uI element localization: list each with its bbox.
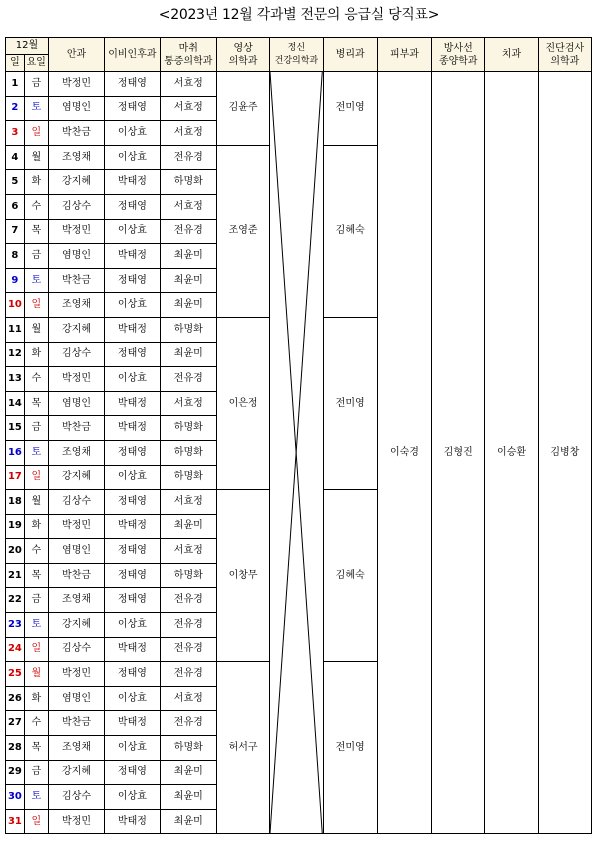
day-cell: 26 — [6, 686, 25, 711]
day-cell: 7 — [6, 219, 25, 244]
eye-doctor-cell: 박정민 — [48, 809, 104, 834]
dept-header-psychiatry: 정신 건강의학과 — [270, 38, 323, 72]
weekday-cell: 토 — [24, 785, 48, 810]
pathology-doctor-cell: 김혜숙 — [323, 490, 377, 662]
day-cell: 15 — [6, 416, 25, 441]
ent-doctor-cell: 이상효 — [105, 145, 160, 170]
eye-doctor-cell: 강지혜 — [48, 317, 104, 342]
lab-medicine-doctor-cell: 김병창 — [538, 72, 591, 834]
anesthesia-doctor-cell: 최윤미 — [160, 244, 216, 269]
eye-doctor-cell: 염명인 — [48, 96, 104, 121]
eye-doctor-cell: 염명인 — [48, 686, 104, 711]
day-cell: 4 — [6, 145, 25, 170]
anesthesia-doctor-cell: 하명화 — [160, 416, 216, 441]
day-cell: 19 — [6, 514, 25, 539]
radiation-oncology-doctor-cell: 김형진 — [432, 72, 485, 834]
anesthesia-doctor-cell: 전유경 — [160, 367, 216, 392]
radiology-doctor-cell: 이창무 — [216, 490, 269, 662]
day-cell: 23 — [6, 613, 25, 638]
dept-header-dermatology: 피부과 — [377, 38, 431, 72]
ent-doctor-cell: 이상효 — [105, 686, 160, 711]
dept-header-dental: 치과 — [485, 38, 538, 72]
ent-doctor-cell: 정태영 — [105, 588, 160, 613]
weekday-cell: 금 — [24, 244, 48, 269]
anesthesia-doctor-cell: 최윤미 — [160, 785, 216, 810]
weekday-cell: 금 — [24, 588, 48, 613]
weekday-cell: 일 — [24, 637, 48, 662]
eye-doctor-cell: 염명인 — [48, 539, 104, 564]
weekday-cell: 월 — [24, 317, 48, 342]
ent-doctor-cell: 박태정 — [105, 244, 160, 269]
eye-doctor-cell: 박찬금 — [48, 711, 104, 736]
ent-doctor-cell: 박태정 — [105, 317, 160, 342]
schedule-body — [6, 72, 592, 834]
radiology-doctor-cell: 김윤주 — [216, 72, 269, 146]
eye-doctor-cell: 염명인 — [48, 391, 104, 416]
day-cell: 5 — [6, 170, 25, 195]
eye-doctor-cell: 염명인 — [48, 244, 104, 269]
weekday-cell: 토 — [24, 268, 48, 293]
anesthesia-doctor-cell: 하명화 — [160, 170, 216, 195]
radiology-doctor-cell: 허서구 — [216, 662, 269, 834]
eye-doctor-cell: 박찬금 — [48, 268, 104, 293]
month-header: 12월 — [6, 38, 49, 55]
ent-doctor-cell: 이상효 — [105, 785, 160, 810]
weekday-cell: 토 — [24, 440, 48, 465]
weekday-cell: 금 — [24, 760, 48, 785]
anesthesia-doctor-cell: 최윤미 — [160, 293, 216, 318]
day-cell: 9 — [6, 268, 25, 293]
dental-doctor-cell: 이승환 — [485, 72, 538, 834]
day-cell: 21 — [6, 563, 25, 588]
dept-header-radiation-oncology: 방사선 종양학과 — [432, 38, 485, 72]
day-cell: 29 — [6, 760, 25, 785]
eye-doctor-cell: 박찬금 — [48, 121, 104, 146]
eye-doctor-cell: 조영채 — [48, 440, 104, 465]
anesthesia-doctor-cell: 최윤미 — [160, 342, 216, 367]
anesthesia-doctor-cell: 전유경 — [160, 219, 216, 244]
pathology-doctor-cell: 전미영 — [323, 317, 377, 489]
ent-doctor-cell: 이상효 — [105, 219, 160, 244]
eye-doctor-cell: 박정민 — [48, 72, 104, 97]
weekday-cell: 금 — [24, 416, 48, 441]
weekday-cell: 토 — [24, 613, 48, 638]
day-cell: 17 — [6, 465, 25, 490]
day-cell: 1 — [6, 72, 25, 97]
weekday-cell: 일 — [24, 121, 48, 146]
ent-doctor-cell: 이상효 — [105, 736, 160, 761]
pathology-doctor-cell: 김혜숙 — [323, 145, 377, 317]
eye-doctor-cell: 박정민 — [48, 367, 104, 392]
anesthesia-doctor-cell: 서효정 — [160, 391, 216, 416]
day-cell: 28 — [6, 736, 25, 761]
dermatology-doctor-cell: 이숙경 — [377, 72, 431, 834]
ent-doctor-cell: 박태정 — [105, 416, 160, 441]
anesthesia-doctor-cell: 하명화 — [160, 317, 216, 342]
ent-doctor-cell: 정태영 — [105, 490, 160, 515]
pathology-doctor-cell: 전미영 — [323, 662, 377, 834]
ent-doctor-cell: 정태영 — [105, 760, 160, 785]
day-cell: 22 — [6, 588, 25, 613]
eye-doctor-cell: 박찬금 — [48, 416, 104, 441]
eye-doctor-cell: 김상수 — [48, 637, 104, 662]
ent-doctor-cell: 정태영 — [105, 440, 160, 465]
ent-doctor-cell: 정태영 — [105, 194, 160, 219]
weekday-header: 요일 — [24, 55, 48, 72]
eye-doctor-cell: 박정민 — [48, 662, 104, 687]
weekday-cell: 목 — [24, 391, 48, 416]
eye-doctor-cell: 강지혜 — [48, 613, 104, 638]
weekday-cell: 일 — [24, 809, 48, 834]
eye-doctor-cell: 박정민 — [48, 514, 104, 539]
anesthesia-doctor-cell: 전유경 — [160, 588, 216, 613]
anesthesia-doctor-cell: 전유경 — [160, 662, 216, 687]
weekday-cell: 수 — [24, 711, 48, 736]
anesthesia-doctor-cell: 서효정 — [160, 72, 216, 97]
ent-doctor-cell: 정태영 — [105, 268, 160, 293]
anesthesia-doctor-cell: 하명화 — [160, 440, 216, 465]
eye-doctor-cell: 조영채 — [48, 588, 104, 613]
eye-doctor-cell: 박찬금 — [48, 563, 104, 588]
ent-doctor-cell: 박태정 — [105, 637, 160, 662]
eye-doctor-cell: 조영채 — [48, 293, 104, 318]
weekday-cell: 화 — [24, 514, 48, 539]
psychiatry-empty-cell — [270, 72, 323, 834]
eye-doctor-cell: 박정민 — [48, 219, 104, 244]
anesthesia-doctor-cell: 하명화 — [160, 465, 216, 490]
ent-doctor-cell: 정태영 — [105, 563, 160, 588]
ent-doctor-cell: 박태정 — [105, 170, 160, 195]
duty-schedule-table — [5, 37, 592, 834]
day-cell: 27 — [6, 711, 25, 736]
anesthesia-doctor-cell: 서효정 — [160, 490, 216, 515]
ent-doctor-cell: 정태영 — [105, 96, 160, 121]
ent-doctor-cell: 정태영 — [105, 662, 160, 687]
anesthesia-doctor-cell: 전유경 — [160, 145, 216, 170]
ent-doctor-cell: 이상효 — [105, 293, 160, 318]
anesthesia-doctor-cell: 전유경 — [160, 613, 216, 638]
weekday-cell: 수 — [24, 539, 48, 564]
day-header: 일 — [6, 55, 25, 72]
weekday-cell: 목 — [24, 219, 48, 244]
anesthesia-doctor-cell: 전유경 — [160, 637, 216, 662]
day-cell: 11 — [6, 317, 25, 342]
anesthesia-doctor-cell: 서효정 — [160, 96, 216, 121]
day-cell: 12 — [6, 342, 25, 367]
dept-header-anesthesia: 마취 통증의학과 — [160, 38, 216, 72]
eye-doctor-cell: 조영채 — [48, 145, 104, 170]
radiology-doctor-cell: 조영준 — [216, 145, 269, 317]
dept-header-pathology: 병리과 — [323, 38, 377, 72]
pathology-doctor-cell: 전미영 — [323, 72, 377, 146]
day-cell: 10 — [6, 293, 25, 318]
day-cell: 20 — [6, 539, 25, 564]
day-cell: 16 — [6, 440, 25, 465]
eye-doctor-cell: 강지혜 — [48, 170, 104, 195]
weekday-cell: 수 — [24, 194, 48, 219]
ent-doctor-cell: 박태정 — [105, 514, 160, 539]
eye-doctor-cell: 조영채 — [48, 736, 104, 761]
ent-doctor-cell: 정태영 — [105, 342, 160, 367]
eye-doctor-cell: 김상수 — [48, 194, 104, 219]
weekday-cell: 일 — [24, 465, 48, 490]
diagonal-strike-icon — [270, 72, 322, 833]
anesthesia-doctor-cell: 전유경 — [160, 711, 216, 736]
ent-doctor-cell: 이상효 — [105, 367, 160, 392]
weekday-cell: 화 — [24, 686, 48, 711]
eye-doctor-cell: 강지혜 — [48, 760, 104, 785]
day-cell: 14 — [6, 391, 25, 416]
ent-doctor-cell: 정태영 — [105, 539, 160, 564]
weekday-cell: 화 — [24, 342, 48, 367]
anesthesia-doctor-cell: 서효정 — [160, 686, 216, 711]
eye-doctor-cell: 김상수 — [48, 342, 104, 367]
anesthesia-doctor-cell: 최윤미 — [160, 268, 216, 293]
day-cell: 3 — [6, 121, 25, 146]
ent-doctor-cell: 박태정 — [105, 809, 160, 834]
day-cell: 2 — [6, 96, 25, 121]
day-cell: 6 — [6, 194, 25, 219]
weekday-cell: 월 — [24, 145, 48, 170]
day-cell: 8 — [6, 244, 25, 269]
anesthesia-doctor-cell: 최윤미 — [160, 809, 216, 834]
eye-doctor-cell: 김상수 — [48, 785, 104, 810]
anesthesia-doctor-cell: 최윤미 — [160, 514, 216, 539]
weekday-cell: 목 — [24, 736, 48, 761]
ent-doctor-cell: 박태정 — [105, 711, 160, 736]
weekday-cell: 목 — [24, 563, 48, 588]
table-row — [6, 72, 592, 97]
ent-doctor-cell: 이상효 — [105, 121, 160, 146]
weekday-cell: 화 — [24, 170, 48, 195]
weekday-cell: 월 — [24, 490, 48, 515]
anesthesia-doctor-cell: 하명화 — [160, 736, 216, 761]
ent-doctor-cell: 박태정 — [105, 391, 160, 416]
eye-doctor-cell: 김상수 — [48, 490, 104, 515]
anesthesia-doctor-cell: 하명화 — [160, 563, 216, 588]
day-cell: 31 — [6, 809, 25, 834]
anesthesia-doctor-cell: 서효정 — [160, 121, 216, 146]
day-cell: 25 — [6, 662, 25, 687]
weekday-cell: 월 — [24, 662, 48, 687]
anesthesia-doctor-cell: 서효정 — [160, 194, 216, 219]
dept-header-eye: 안과 — [48, 38, 104, 72]
radiology-doctor-cell: 이은정 — [216, 317, 269, 489]
eye-doctor-cell: 강지혜 — [48, 465, 104, 490]
page-title: <2023년 12월 각과별 전문의 응급실 당직표> — [158, 7, 440, 23]
ent-doctor-cell: 이상효 — [105, 613, 160, 638]
dept-header-ent: 이비인후과 — [105, 38, 160, 72]
dept-header-lab-medicine: 진단검사 의학과 — [538, 38, 591, 72]
weekday-cell: 토 — [24, 96, 48, 121]
weekday-cell: 일 — [24, 293, 48, 318]
day-cell: 18 — [6, 490, 25, 515]
dept-header-radiology: 영상 의학과 — [216, 38, 269, 72]
weekday-cell: 금 — [24, 72, 48, 97]
ent-doctor-cell: 정태영 — [105, 72, 160, 97]
day-cell: 13 — [6, 367, 25, 392]
anesthesia-doctor-cell: 서효정 — [160, 539, 216, 564]
ent-doctor-cell: 이상효 — [105, 465, 160, 490]
anesthesia-doctor-cell: 최윤미 — [160, 760, 216, 785]
weekday-cell: 수 — [24, 367, 48, 392]
day-cell: 24 — [6, 637, 25, 662]
day-cell: 30 — [6, 785, 25, 810]
